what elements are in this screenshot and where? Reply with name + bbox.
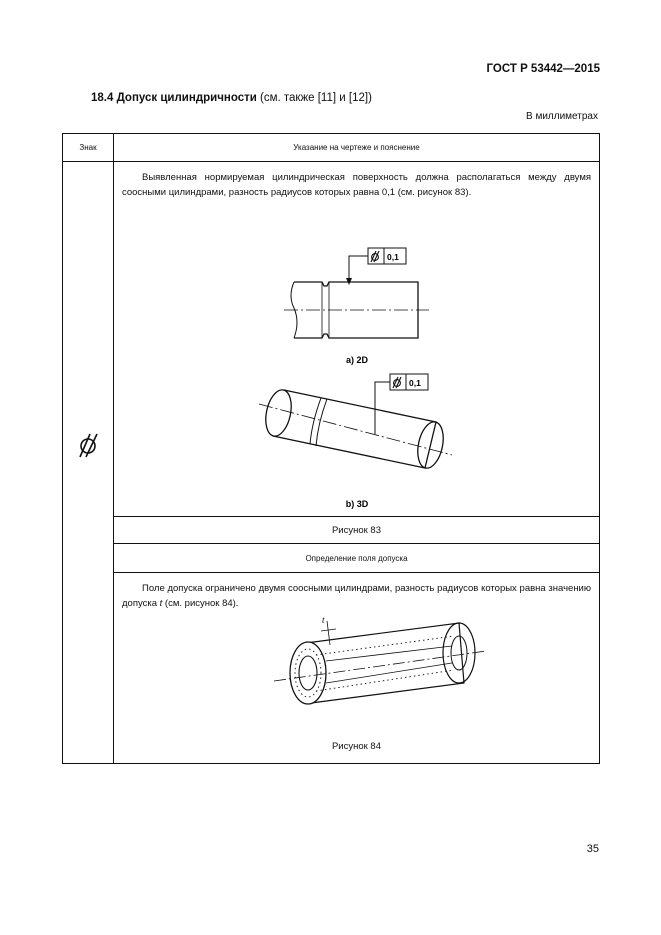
definition-text [114, 573, 599, 611]
section-reference: (см. также [11] и [12]) [260, 92, 372, 104]
standard-number: ГОСТ Р 53442—2015 [486, 63, 600, 75]
section-number: 18.4 [91, 92, 114, 104]
units-note: В миллиметрах [526, 111, 598, 122]
indication-text: Выявленная нормируемая цилиндрическая поверхность должна располагаться между двумя соосными цилиндрами, разность радиусов которых равна 0,1 (см. рисунок 83). [122, 172, 591, 198]
tolerance-frame-3d [390, 374, 428, 390]
section-title: Допуск цилиндричности [116, 92, 257, 104]
definition-tail: (см. рисунок 84). [162, 598, 239, 609]
frame-value-2d: 0,1 [387, 252, 399, 262]
figure-2d [284, 248, 429, 365]
subcaption-3d: b) 3D [345, 499, 369, 509]
definition-header: Определение поля допуска [114, 544, 600, 573]
column-header-indication: Указание на чертеже и пояснение [114, 134, 600, 162]
definition-cell [114, 573, 600, 764]
definition-variable: t [159, 598, 163, 609]
sign-cell [63, 162, 114, 764]
section-heading [91, 92, 372, 104]
indication-cell [114, 162, 600, 517]
column-header-sign: Знак [63, 134, 114, 162]
tolerance-table [62, 133, 600, 764]
figure-3d [259, 374, 452, 509]
subcaption-2d: a) 2D [345, 355, 369, 365]
figure-84-caption: Рисунок 84 [331, 741, 382, 752]
definition-body: Поле допуска ограничено двумя соосными цилиндрами, разность радиусов которых равна значению допуска [122, 583, 591, 609]
page-number: 35 [586, 843, 599, 855]
frame-value-3d: 0,1 [409, 378, 421, 388]
figure-83-caption: Рисунок 83 [114, 517, 600, 544]
cylindricity-symbol-icon [76, 432, 102, 458]
tolerance-frame-2d [368, 248, 406, 264]
tolerance-label-t: t [322, 615, 325, 625]
figure-83-drawing [114, 200, 600, 516]
figure-84-drawing [114, 611, 600, 731]
